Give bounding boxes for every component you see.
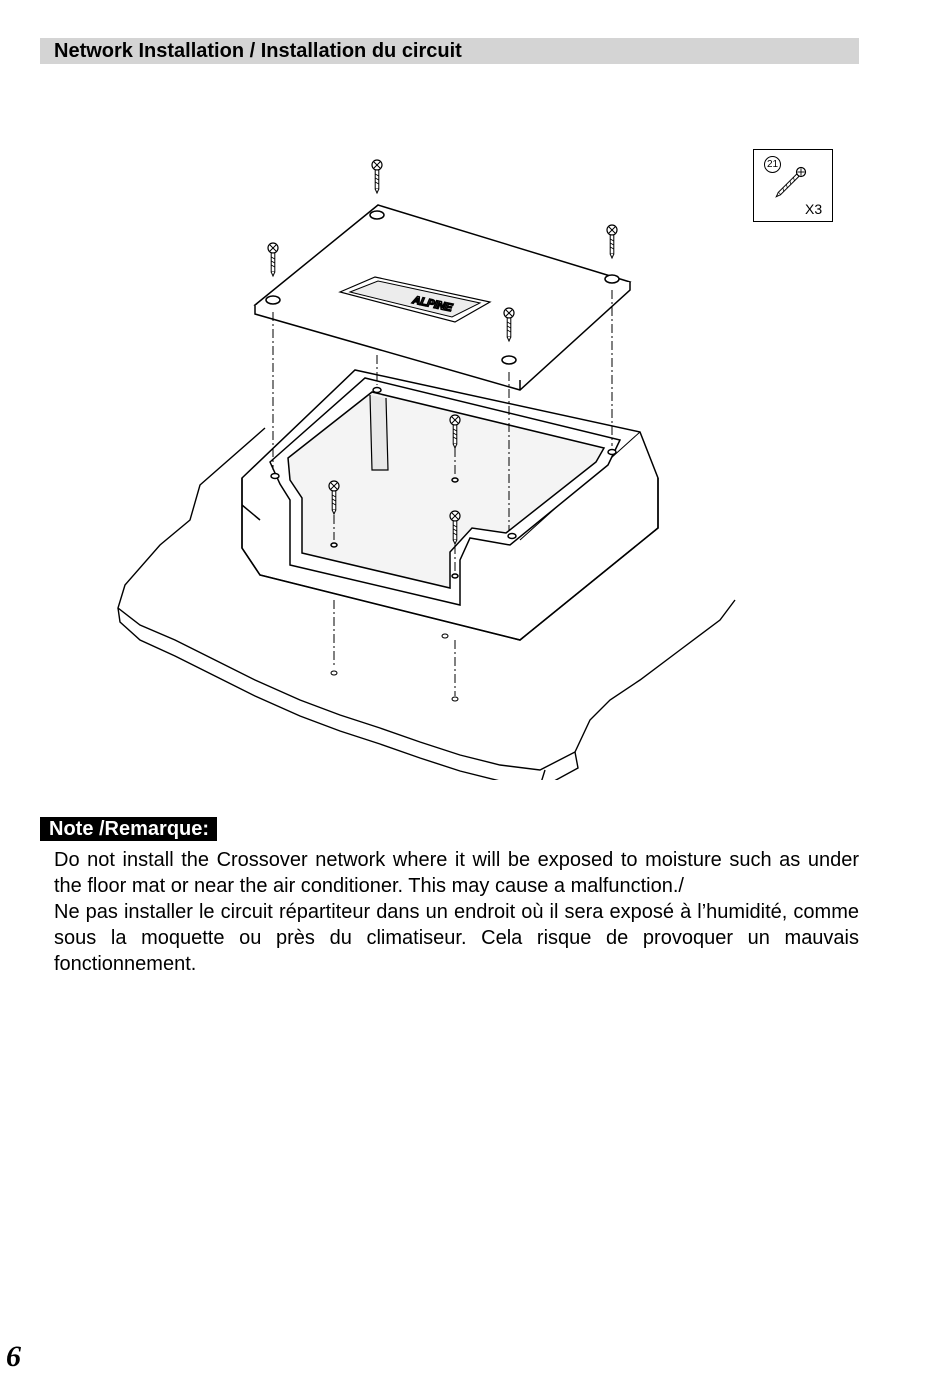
note-text-english: Do not install the Crossover network where it will be exposed to moisture such as under the floor mat or near the air conditioner. This may cause a malfunction./ [54, 849, 859, 897]
installation-illustration [0, 140, 950, 780]
base-housing [242, 370, 658, 640]
part-number-badge: 21 [764, 156, 781, 173]
section-title: Network Installation / Installation du circuit [54, 40, 462, 62]
alpine-logo: ALPINE [411, 294, 454, 315]
part-quantity: X3 [805, 201, 823, 217]
cover-lid [255, 205, 630, 390]
page-number: 6 [6, 1340, 21, 1373]
note-text-french: Ne pas installer le circuit répartiteur dans un endroit où il sera exposé à l’humidité, comme sous la moquette ou près du climatiseur. Cela risque de provoquer un mauvais fonctionnement. [54, 901, 859, 975]
note-label: Note /Remarque: [40, 817, 217, 841]
note-body [54, 847, 859, 977]
supplied-parts-box [753, 149, 833, 222]
floor-holes [331, 634, 458, 701]
section-header-bar [40, 38, 859, 64]
